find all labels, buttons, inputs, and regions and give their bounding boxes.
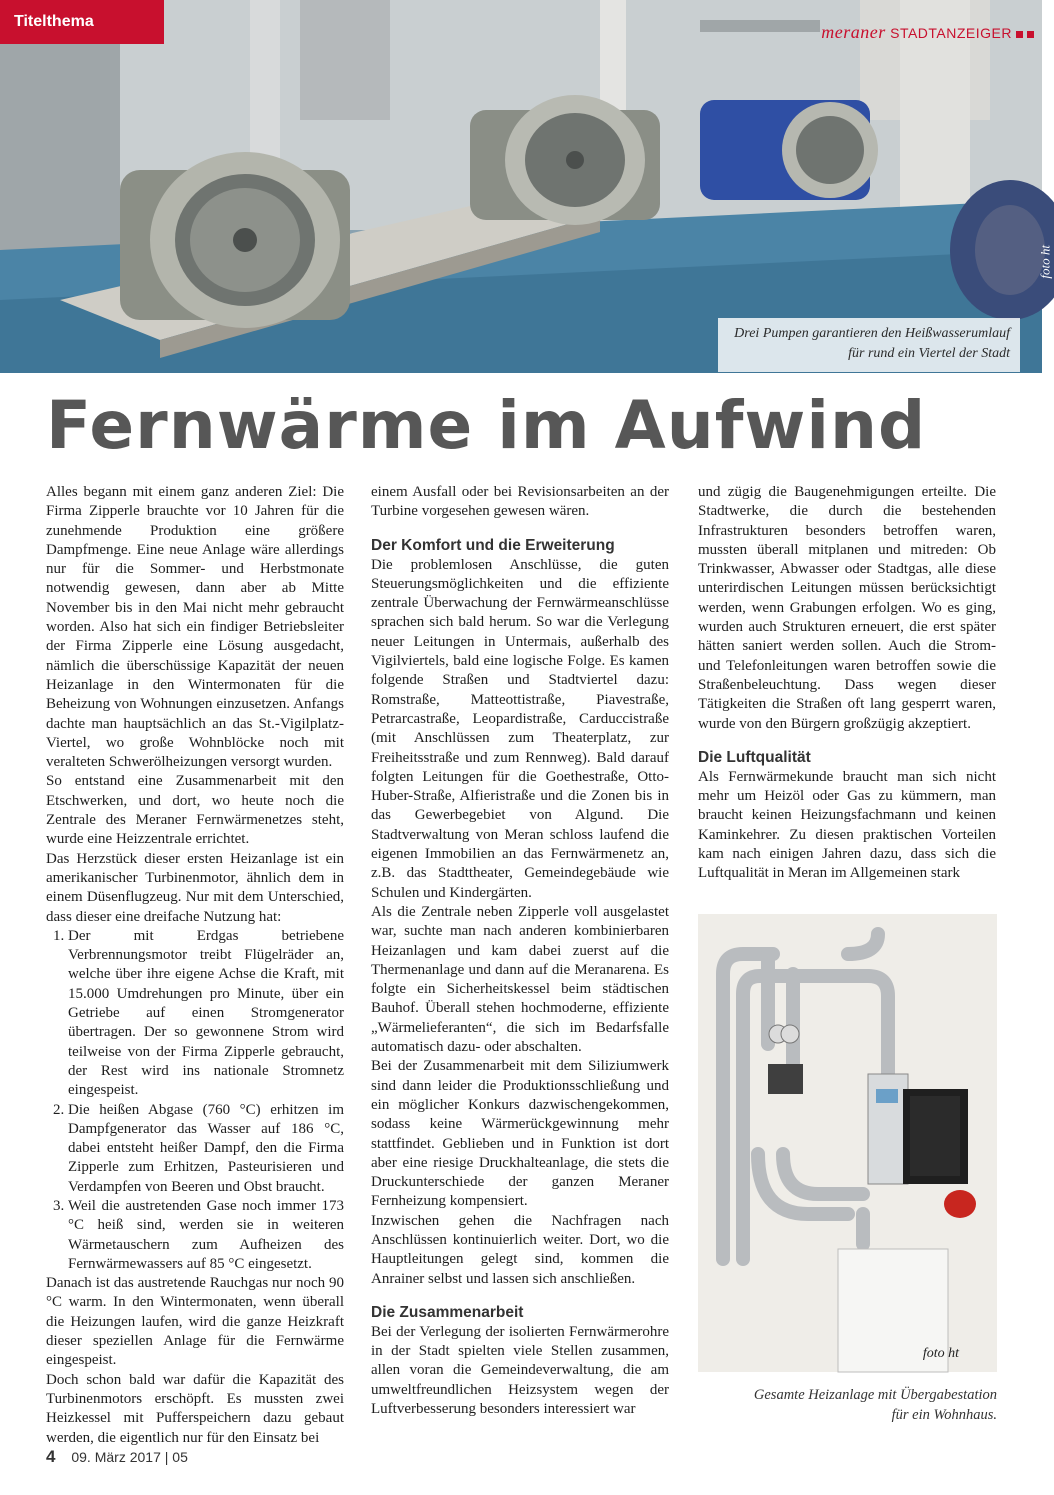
heating-station-illustration [698,914,997,1372]
brand-square-icon [1016,31,1023,38]
brand-name: meraner [821,22,886,42]
paragraph: Das Herzstück dieser ersten Heizanlage ist ein amerikanischer Turbinenmotor, ähnlich dem in einem Düsenflugzeug. Nur mit dem Unterschied, dass dieser eine dreifache Nutzung hat: [46,850,344,925]
issue-number: 05 [172,1449,188,1465]
paragraph: Bei der Verlegung der isolierten Fernwärmerohre in der Stadt spielten viele Stellen zusammen, allen voran die Gemeindeverwaltung, die am umweltfreundlichen Heizsystem wegen der Luftverbesserung besonders interessiert war [371,1323,669,1418]
heating-system-photo [698,914,997,1372]
page-number: 4 [46,1447,56,1466]
photo-caption [698,1385,997,1425]
paragraph: Als die Zentrale neben Zipperle voll ausgelastet war, suchte man nach anderen kombinierbaren Heizanlagen und kam dabei zuerst auf die Thermenanlage und dann auf die Meranarena. Es folgte ein Sicherheitskessel beim städtischen Bauhof. Überall stehen hochmoderne, effiziente „Wärmelieferanten“, die sich im Bedarfsfalle automatisch dazu- oder abschalten. [371,903,669,1056]
list-item: 2. Die heißen Abgase (760 °C) erhitzen im Dampfgenerator das Wasser auf 186 °C, dabei entsteht heißer Dampf, den die Firma Zipperle zum Erhitzen, Pasteurisieren und Verdampfen von Beeren und Obst braucht. [68,1101,344,1197]
hero-caption-line: Drei Pumpen garantieren den Heißwasserumlauf [734,326,1010,341]
hero-photo [0,0,1053,373]
paragraph: einem Ausfall oder bei Revisionsarbeiten an der Turbine vorgesehen gewesen wären. [371,484,669,520]
list-item: 3. Weil die austretenden Gase noch immer 173 °C heiß sind, werden sie in weiteren Wärmetauschern zum Aufheizen des Fernwärmewassers auf 85 °C eingesetzt. [68,1197,344,1274]
brand-square-icon [1027,31,1034,38]
column-3 [698,483,996,884]
column-2 [371,483,669,1419]
page-footer [46,1447,188,1467]
section-tag: Titelthema [0,0,164,44]
paragraph: Die problemlosen Anschlüsse, die guten Steuerungsmöglichkeiten und die effiziente zentrale Überwachung der Fernwärmeanschlüsse sprachen sich bald herum. So war die Verlegung neuer Leitungen in Untermais, außerhalb des Vigilviertels, bald eine logische Folge. Es kamen folgende Straßen und Stadtviertel dazu: Romstraße, Matteottistraße, Piavestraße, Petrarcastraße, Leopardistraße, Carduccistraße (mit Anschlüssen zum Theaterplatz, zur Freiheitsstraße und zum Rennweg). Bald darauf folgten Leitungen für die Goethestraße, Otto-Huber-Straße, Alfieristraße und die Zonen bis in das Gewerbegebiet von Algund. Die Stadtverwaltung von Meran schloss laufend die eigenen Immobilien an das Fernwärmenetz an, z.B. das Stadttheater, Gemeindegebäude wie Schulen und Kindergärten. [371,556,669,901]
photo-caption-line: für ein Wohnhaus. [891,1407,997,1423]
article-title: Fernwärme im Aufwind [46,387,927,464]
brand-logo [821,22,1034,43]
subheading: Die Luftqualität [698,748,811,766]
paragraph: Inzwischen gehen die Nachfragen nach Anschlüssen kontinuierlich weiter. Dort, wo die Hauptleitungen gelegt sind, kommen die Anrainer selbst und lassen sich anschließen. [371,1212,669,1287]
paragraph: So entstand eine Zusammenarbeit mit den Etschwerken, und dort, wo heute noch die Zentrale des Meraner Fernwärmenetzes steht, wurde eine Heizzentrale errichtet. [46,773,344,848]
paragraph: Alles begann mit einem ganz anderen Ziel: Die Firma Zipperle brauchte vor 10 Jahren für die zunehmende Produktion eine größere Dampfmenge. Eine neue Anlage wäre allerdings nur für die Sommer- und Herbstmonate notwendig gewesen, dann aber ab Mitte November bis in den Mai nicht mehr gebraucht worden. Also hat sich ein findiger Betriebsleiter der Firma Zipperle eine Lösung ausgedacht, nämlich die überschüssige Kapazität der neuen Heizanlage in den Wintermonaten für die Beheizung von Wohnungen einzusetzen. Anfangs dachte man hauptsächlich an das St.-Vigilplatz-Viertel, wo große Wohnblöcke noch mit veralteten Schwerölheizungen versorgt wurden. [46,484,344,771]
photo-caption-line: Gesamte Heizanlage mit Übergabestation [753,1387,997,1403]
hero-caption [718,318,1020,372]
brand-suffix: STADTANZEIGER [890,25,1012,41]
list-item: 1. Der mit Erdgas betriebene Verbrennungsmotor treibt Flügelräder an, welche über ihre eigene Achse die Kraft, mit 15.000 Umdrehungen pro Minute, über ein Getriebe auf einen Stromgenerator übertragen. Der so gewonnene Strom wird teilweise von der Firma Zipperle gebraucht, der Rest wird ins nationale Stromnetz eingespeist. [68,927,344,1101]
photo-credit: foto ht [1038,245,1053,279]
issue-date: 09. März 2017 [71,1449,161,1465]
paragraph: Als Fernwärmekunde braucht man sich nicht mehr um Heizöl oder Gas zu kümmern, man braucht keinen Heizungsfachmann und keinen Kaminkehrer. Zu diesen praktischen Vorteilen kam nach einigen Jahren dazu, dass sich die Luftqualität in Meran im Allgemeinen stark [698,768,996,882]
column-1 [46,483,344,1448]
paragraph: und zügig die Baugenehmigungen erteilte. Die Stadtwerke, die durch die bestehenden Infrastrukturen besonders betroffen waren, mussten überall mitplanen und mitreden: Ob Trinkwasser, Abwasser oder Stadtgas, alle diese unterirdischen Leitungen müssen berücksichtigt werden, wenn Grabungen erfolgen. Wo es ging, wurden auch Strukturen erneuert, die erst später hätten saniert werden sollen. Auch die Strom- und Telefonleitungen waren betroffen sowie die Straßenbeleuchtung. Dass wegen dieser Tätigkeiten die Straßen oft lang gesperrt waren, wurde von den Bürgern großzügig akzeptiert. [698,484,996,732]
numbered-list [46,927,344,1274]
subheading: Der Komfort und die Erweiterung [371,536,615,554]
footer-separator: | [164,1449,169,1465]
paragraph: Bei der Zusammenarbeit mit dem Siliziumwerk sind dann leider die Produktionsschließung und ein möglicher Konkurs dazwischengekommen, sodass keine Wärmerückgewinnung mehr stattfindet. Geblieben und in Funktion ist dort aber eine riesige Druckhalteanlage, die stets die Druckunterschiede der ganzen Meraner Fernheizung kompensiert. [371,1058,669,1210]
photo-credit: foto ht [922,1346,959,1361]
hero-caption-line: für rund ein Viertel der Stadt [848,346,1010,361]
paragraph: Danach ist das austretende Rauchgas nur noch 90 °C warm. In den Wintermonaten, wenn überall die Heizungen laufen, wird die ganze Heizkraft dieser speziellen Anlage für die Fernwärme eingespeist. [46,1275,344,1369]
paragraph: Doch schon bald war dafür die Kapazität des Turbinenmotors erschöpft. Es mussten zwei Heizkessel mit Pufferspeichern dazu gebaut werden, die eigentlich nur für den Einsatz bei [46,1371,344,1446]
subheading: Die Zusammenarbeit [371,1303,524,1321]
